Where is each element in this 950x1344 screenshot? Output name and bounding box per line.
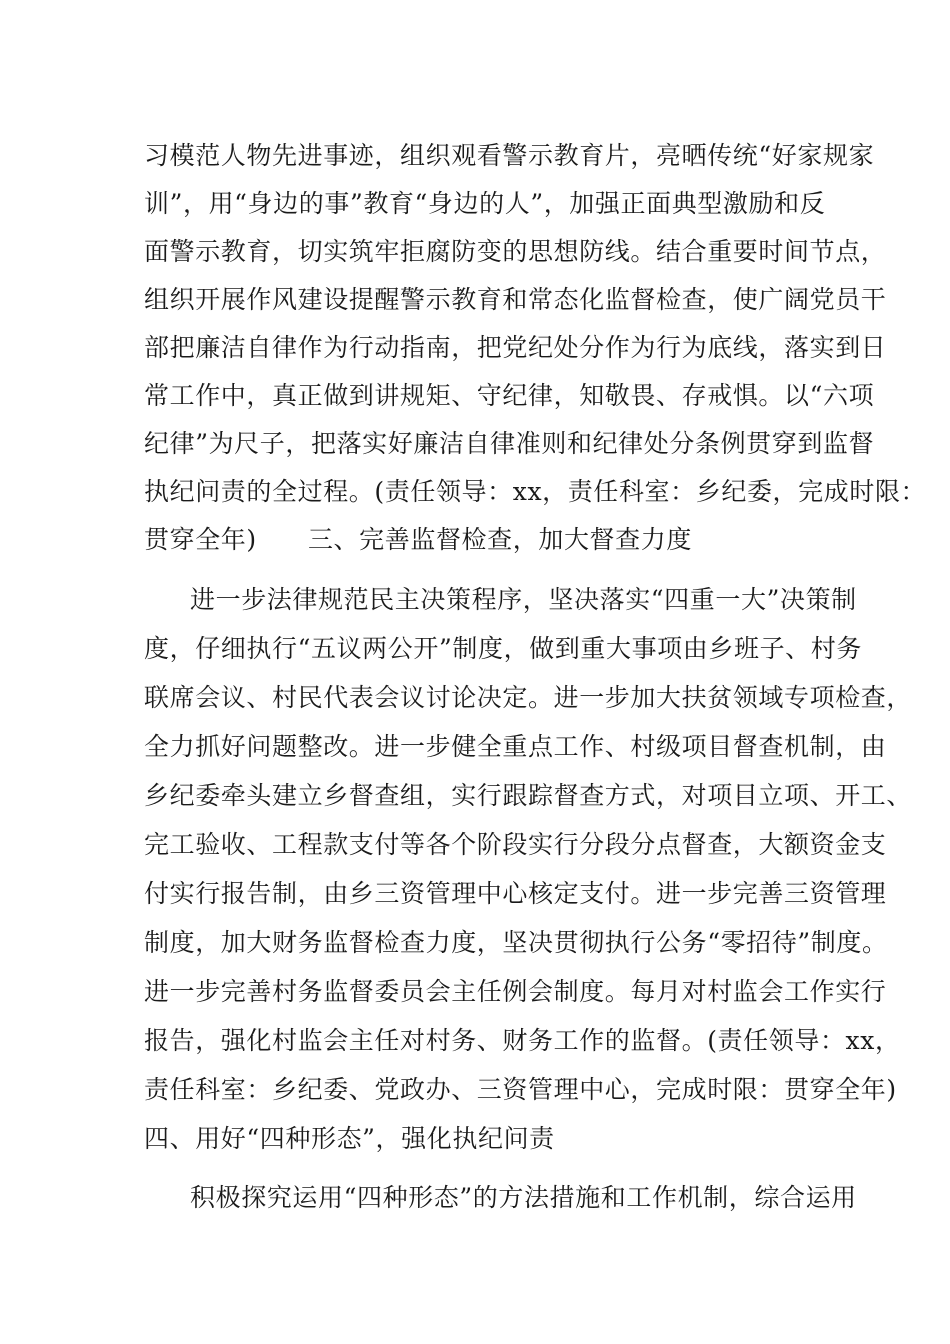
text-line: 乡纪委牵头建立乡督查组，实行跟踪督查方式，对项目立项、开工、 — [144, 781, 913, 810]
text-line: 进一步完善村务监督委员会主任例会制度。每月对村监会工作实行 — [144, 977, 887, 1006]
text-line: 常工作中，真正做到讲规矩、守纪律，知敬畏、存戒惧。以“六项 — [144, 381, 875, 410]
text-line: 付实行报告制，由乡三资管理中心核定支付。进一步完善三资管理 — [144, 879, 887, 908]
text-line: 习模范人物先进事迹，组织观看警示教育片，亮晒传统“好家规家 — [144, 141, 875, 170]
text-line: 执纪问责的全过程。(责任领导：xx，责任科室：乡纪委，完成时限： — [144, 477, 927, 506]
text-line: 全力抓好问题整改。进一步健全重点工作、村级项目督查机制，由 — [144, 732, 887, 761]
text-line: 训”，用“身边的事”教育“身边的人”，加强正面典型激励和反 — [144, 189, 826, 218]
text-line: 报告，强化村监会主任对村务、财务工作的监督。(责任领导：xx， — [144, 1026, 901, 1055]
text-line: 部把廉洁自律作为行动指南，把党纪处分作为行为底线，落实到日 — [144, 333, 887, 362]
text-line: 责任科室：乡纪委、党政办、三资管理中心，完成时限：贯穿全年) — [144, 1075, 897, 1104]
text-line: 制度，加大财务监督检查力度，坚决贯彻执行公务“零招待”制度。 — [144, 928, 888, 957]
text-line: 纪律”为尺子，把落实好廉洁自律准则和纪律处分条例贯穿到监督 — [144, 429, 875, 458]
text-line: 面警示教育，切实筑牢拒腐防变的思想防线。结合重要时间节点， — [144, 237, 887, 266]
text-line: 度，仔细执行“五议两公开”制度，做到重大事项由乡班子、村务 — [144, 634, 862, 663]
text-line: 完工验收、工程款支付等各个阶段实行分段分点督查，大额资金支 — [144, 830, 887, 859]
paragraph-start: 积极探究运用“四种形态”的方法措施和工作机制，综合运用 — [190, 1183, 857, 1212]
text-line: 联席会议、村民代表会议讨论决定。进一步加大扶贫领域专项检查， — [144, 683, 913, 712]
section-heading-4: 四、用好“四种形态”，强化执纪问责 — [144, 1124, 555, 1153]
paragraph-start: 进一步法律规范民主决策程序，坚决落实“四重一大”决策制 — [190, 585, 857, 614]
section-heading-3: 贯穿全年) 三、完善监督检查，加大督查力度 — [144, 525, 692, 554]
text-line: 组织开展作风建设提醒警示教育和常态化监督检查，使广阔党员干 — [144, 285, 887, 314]
